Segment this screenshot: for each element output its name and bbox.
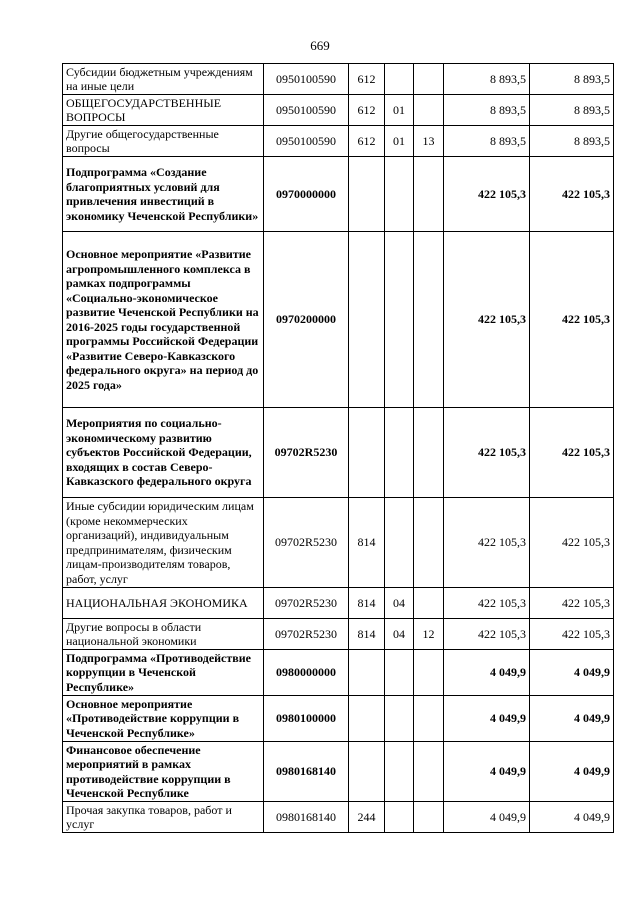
row-name: Субсидии бюджетным учреждениям на иные цели bbox=[63, 64, 264, 95]
row-amount-2: 4 049,9 bbox=[530, 742, 614, 802]
row-code: 0950100590 bbox=[264, 64, 349, 95]
row-subsection bbox=[414, 64, 444, 95]
row-subsection bbox=[414, 742, 444, 802]
row-name: ОБЩЕГОСУДАРСТВЕННЫЕ ВОПРОСЫ bbox=[63, 95, 264, 126]
row-section bbox=[385, 650, 414, 696]
row-amount-1: 8 893,5 bbox=[444, 64, 530, 95]
row-amount-1: 422 105,3 bbox=[444, 588, 530, 619]
table-row bbox=[63, 498, 614, 588]
row-name: Подпрограмма «Противодействие коррупции в Чеченской Республике» bbox=[63, 650, 264, 696]
row-code: 0970200000 bbox=[264, 232, 349, 408]
row-code: 0950100590 bbox=[264, 126, 349, 157]
row-section bbox=[385, 232, 414, 408]
row-name: Прочая закупка товаров, работ и услуг bbox=[63, 802, 264, 833]
row-amount-2: 422 105,3 bbox=[530, 588, 614, 619]
row-section bbox=[385, 802, 414, 833]
row-expense-type bbox=[349, 232, 385, 408]
row-expense-type bbox=[349, 742, 385, 802]
row-subsection bbox=[414, 696, 444, 742]
row-amount-1: 8 893,5 bbox=[444, 126, 530, 157]
row-amount-2: 8 893,5 bbox=[530, 95, 614, 126]
row-subsection bbox=[414, 802, 444, 833]
row-code: 09702R5230 bbox=[264, 498, 349, 588]
row-section bbox=[385, 498, 414, 588]
row-expense-type: 612 bbox=[349, 126, 385, 157]
row-name: НАЦИОНАЛЬНАЯ ЭКОНОМИКА bbox=[63, 588, 264, 619]
row-amount-1: 422 105,3 bbox=[444, 232, 530, 408]
row-subsection bbox=[414, 650, 444, 696]
row-amount-2: 4 049,9 bbox=[530, 650, 614, 696]
row-code: 09702R5230 bbox=[264, 408, 349, 498]
row-subsection bbox=[414, 157, 444, 232]
row-section: 01 bbox=[385, 126, 414, 157]
row-subsection bbox=[414, 232, 444, 408]
row-expense-type: 814 bbox=[349, 619, 385, 650]
row-section bbox=[385, 742, 414, 802]
row-amount-1: 4 049,9 bbox=[444, 650, 530, 696]
table-row bbox=[63, 619, 614, 650]
row-amount-2: 422 105,3 bbox=[530, 498, 614, 588]
table-row bbox=[63, 696, 614, 742]
row-expense-type bbox=[349, 650, 385, 696]
table-row bbox=[63, 95, 614, 126]
row-amount-2: 4 049,9 bbox=[530, 696, 614, 742]
row-amount-1: 4 049,9 bbox=[444, 742, 530, 802]
row-subsection bbox=[414, 95, 444, 126]
table-row bbox=[63, 742, 614, 802]
row-section bbox=[385, 696, 414, 742]
budget-table bbox=[62, 63, 614, 833]
row-code: 0970000000 bbox=[264, 157, 349, 232]
row-expense-type bbox=[349, 408, 385, 498]
row-amount-1: 422 105,3 bbox=[444, 408, 530, 498]
row-section: 01 bbox=[385, 95, 414, 126]
row-name: Финансовое обеспечение мероприятий в рамках противодействие коррупции в Чеченской Республике bbox=[63, 742, 264, 802]
row-code: 0980168140 bbox=[264, 802, 349, 833]
row-expense-type: 244 bbox=[349, 802, 385, 833]
row-amount-2: 8 893,5 bbox=[530, 126, 614, 157]
row-expense-type: 814 bbox=[349, 498, 385, 588]
row-subsection bbox=[414, 498, 444, 588]
table-row bbox=[63, 588, 614, 619]
row-amount-2: 422 105,3 bbox=[530, 232, 614, 408]
row-amount-2: 422 105,3 bbox=[530, 157, 614, 232]
row-expense-type bbox=[349, 157, 385, 232]
row-amount-1: 4 049,9 bbox=[444, 696, 530, 742]
row-amount-1: 422 105,3 bbox=[444, 619, 530, 650]
row-code: 0980100000 bbox=[264, 696, 349, 742]
table-row bbox=[63, 802, 614, 833]
row-expense-type: 814 bbox=[349, 588, 385, 619]
row-subsection: 12 bbox=[414, 619, 444, 650]
row-amount-2: 4 049,9 bbox=[530, 802, 614, 833]
row-name: Основное мероприятие «Противодействие коррупции в Чеченской Республике» bbox=[63, 696, 264, 742]
row-name: Другие вопросы в области национальной экономики bbox=[63, 619, 264, 650]
row-amount-2: 422 105,3 bbox=[530, 619, 614, 650]
row-code: 09702R5230 bbox=[264, 619, 349, 650]
table-row bbox=[63, 650, 614, 696]
row-expense-type: 612 bbox=[349, 95, 385, 126]
row-subsection bbox=[414, 588, 444, 619]
row-expense-type bbox=[349, 696, 385, 742]
row-subsection: 13 bbox=[414, 126, 444, 157]
table-row bbox=[63, 408, 614, 498]
row-amount-2: 422 105,3 bbox=[530, 408, 614, 498]
row-amount-2: 8 893,5 bbox=[530, 64, 614, 95]
table-row bbox=[63, 157, 614, 232]
row-section bbox=[385, 408, 414, 498]
table-row bbox=[63, 126, 614, 157]
page-number: 669 bbox=[310, 38, 330, 53]
row-name: Подпрограмма «Создание благоприятных условий для привлечения инвестиций в экономику Чеченской Республики» bbox=[63, 157, 264, 232]
row-code: 0980000000 bbox=[264, 650, 349, 696]
row-section bbox=[385, 157, 414, 232]
row-name: Основное мероприятие «Развитие агропромышленного комплекса в рамках подпрограммы «Социально-экономическое развитие Чеченской Республики на 2016-2025 годы государственной программы Российской Федерации «Развитие Северо-Кавказского федерального округа» на период до 2025 года» bbox=[63, 232, 264, 408]
row-section bbox=[385, 64, 414, 95]
row-amount-1: 422 105,3 bbox=[444, 498, 530, 588]
row-name: Иные субсидии юридическим лицам (кроме некоммерческих организаций), индивидуальным предпринимателям, физическим лицам-производителям товаров, работ, услуг bbox=[63, 498, 264, 588]
row-code: 0980168140 bbox=[264, 742, 349, 802]
row-amount-1: 422 105,3 bbox=[444, 157, 530, 232]
row-code: 09702R5230 bbox=[264, 588, 349, 619]
row-subsection bbox=[414, 408, 444, 498]
row-code: 0950100590 bbox=[264, 95, 349, 126]
table-row bbox=[63, 232, 614, 408]
row-amount-1: 8 893,5 bbox=[444, 95, 530, 126]
row-name: Мероприятия по социально-экономическому развитию субъектов Российской Федерации, входящих в состав Северо-Кавказского федерального округа bbox=[63, 408, 264, 498]
row-name: Другие общегосударственные вопросы bbox=[63, 126, 264, 157]
row-expense-type: 612 bbox=[349, 64, 385, 95]
table-row bbox=[63, 64, 614, 95]
row-amount-1: 4 049,9 bbox=[444, 802, 530, 833]
row-section: 04 bbox=[385, 588, 414, 619]
row-section: 04 bbox=[385, 619, 414, 650]
